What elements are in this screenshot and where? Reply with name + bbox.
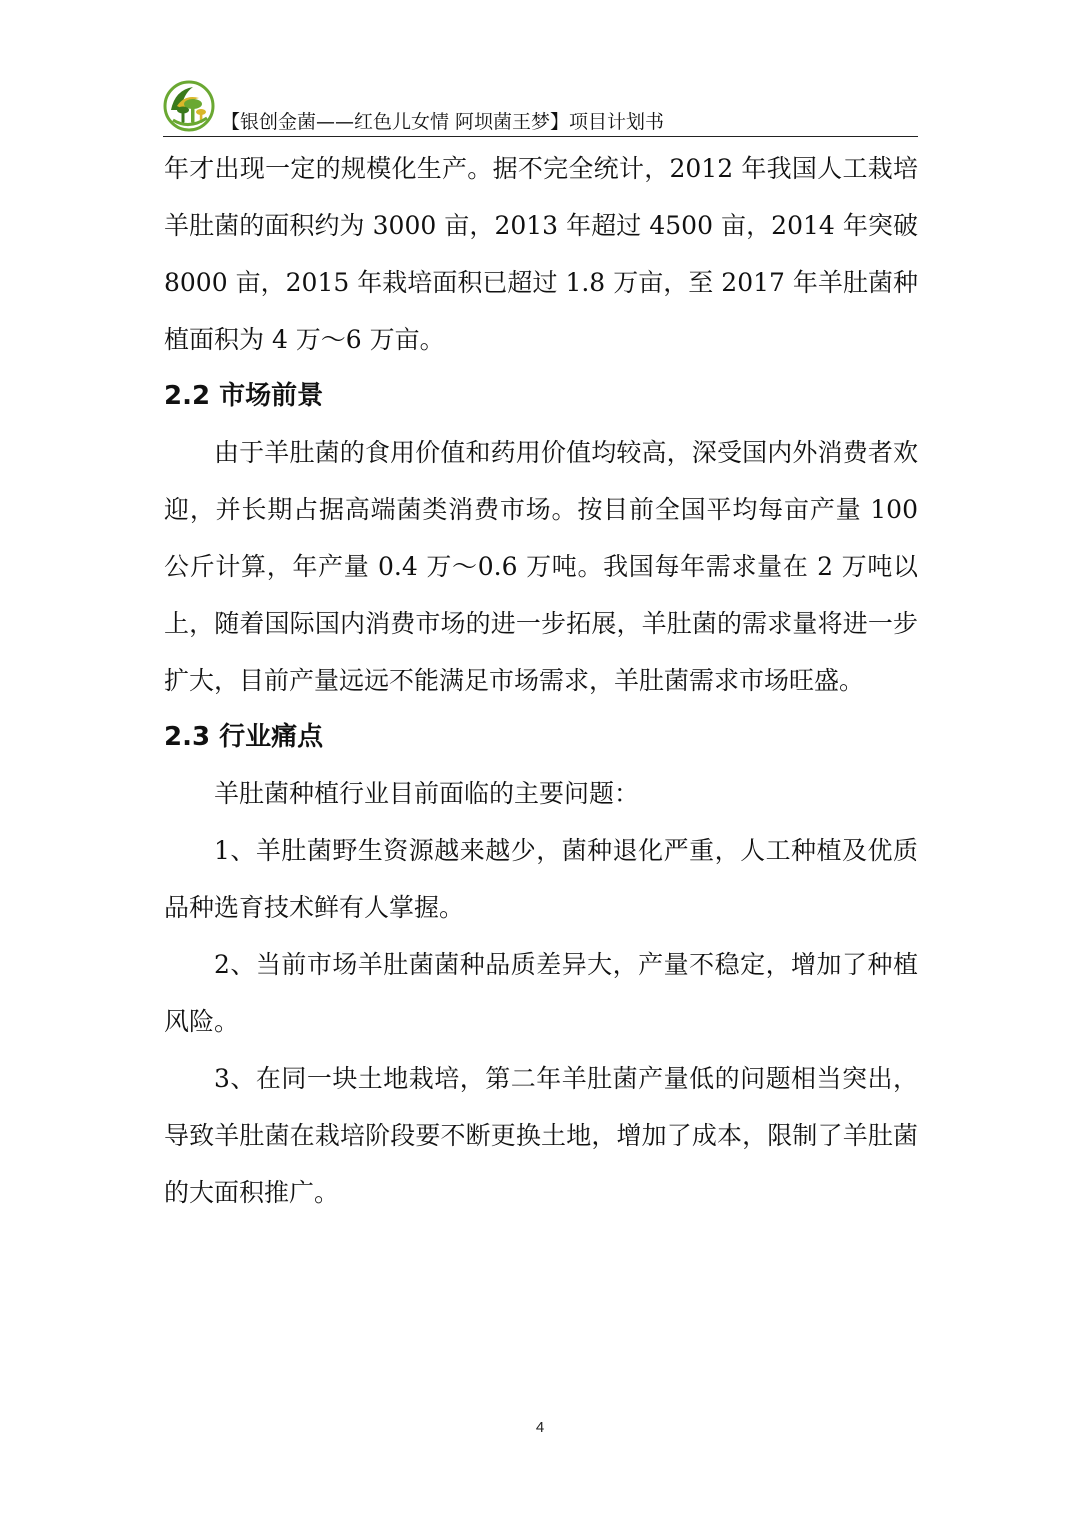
mushroom-logo-icon (163, 80, 215, 132)
page-header (163, 80, 918, 138)
pain-point-item-1: 1、羊肚菌野生资源越来越少，菌种退化严重，人工种植及优质品种选育技术鲜有人掌握。 (164, 836, 918, 922)
section-heading-market-outlook: 2.2 市场前景 (164, 381, 324, 411)
section-heading-pain-points: 2.3 行业痛点 (164, 722, 324, 752)
header-divider (163, 136, 918, 137)
market-outlook-paragraph: 由于羊肚菌的食用价值和药用价值均较高，深受国内外消费者欢迎，并长期占据高端菌类消费市场。按目前全国平均每亩产量 100 公斤计算，年产量 0.4 万～0.6 万吨。我国每年需求量在 2 万吨以上，随着国际国内消费市场的进一步拓展，羊肚菌的需求量将进一步扩大，目前产量远远不能满足市场需求，羊肚菌需求市场旺盛。 (164, 438, 918, 695)
page-content (164, 140, 918, 1221)
pain-point-item-3: 3、在同一块土地栽培，第二年羊肚菌产量低的问题相当突出，导致羊肚菌在栽培阶段要不断更换土地，增加了成本，限制了羊肚菌的大面积推广。 (164, 1064, 918, 1207)
pain-point-item-2: 2、当前市场羊肚菌菌种品质差异大，产量不稳定，增加了种植风险。 (164, 950, 918, 1036)
header-title: 【银创金菌——红色儿女情 阿坝菌王梦】项目计划书 (221, 111, 665, 133)
intro-paragraph: 年才出现一定的规模化生产。据不完全统计，2012 年我国人工栽培羊肚菌的面积约为 3000 亩，2013 年超过 4500 亩，2014 年突破 8000 亩，2015 年栽培面积已超过 1.8 万亩，至 2017 年羊肚菌种植面积为 4 万～6 万亩。 (164, 154, 918, 354)
pain-points-intro: 羊肚菌种植行业目前面临的主要问题： (214, 779, 640, 808)
page-number: 4 (535, 1419, 545, 1436)
